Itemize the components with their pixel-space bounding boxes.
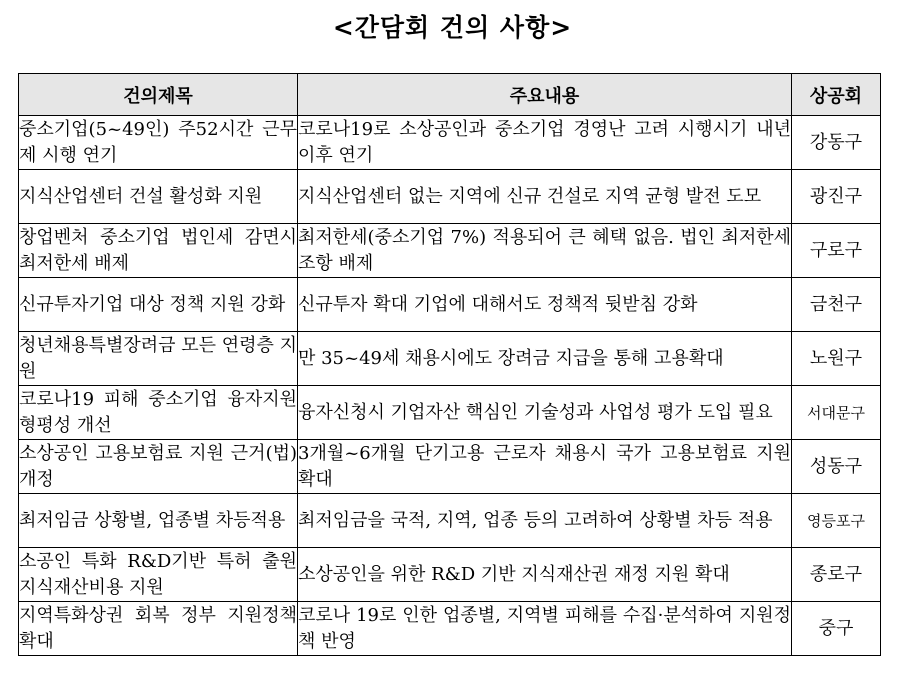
table-row	[19, 440, 881, 494]
table-row	[19, 116, 881, 170]
table-row	[19, 278, 881, 332]
row-chamber: 금천구	[792, 278, 881, 332]
header-chamber: 상공회	[792, 74, 881, 116]
row-chamber: 구로구	[792, 224, 881, 278]
row-content: 만 35~49세 채용시에도 장려금 지급을 통해 고용확대	[298, 332, 792, 386]
table-row	[19, 170, 881, 224]
row-chamber: 서대문구	[792, 386, 881, 440]
row-content: 최저한세(중소기업 7%) 적용되어 큰 혜택 없음. 법인 최저한세 조항 배제	[298, 224, 792, 278]
row-content: 신규투자 확대 기업에 대해서도 정책적 뒷받침 강화	[298, 278, 792, 332]
table-row	[19, 548, 881, 602]
row-content: 최저임금을 국적, 지역, 업종 등의 고려하여 상황별 차등 적용	[298, 494, 792, 548]
table-row	[19, 602, 881, 656]
row-chamber: 성동구	[792, 440, 881, 494]
row-chamber: 강동구	[792, 116, 881, 170]
row-content: 코로나19로 소상공인과 중소기업 경영난 고려 시행시기 내년 이후 연기	[298, 116, 792, 170]
row-subject: 신규투자기업 대상 정책 지원 강화	[19, 278, 298, 332]
proposals-table	[18, 73, 881, 656]
row-subject: 소상공인 고용보험료 지원 근거(법) 개정	[19, 440, 298, 494]
table-header-row	[19, 74, 881, 116]
row-subject: 지역특화상권 회복 정부 지원정책 확대	[19, 602, 298, 656]
row-content: 지식산업센터 없는 지역에 신규 건설로 지역 균형 발전 도모	[298, 170, 792, 224]
header-content: 주요내용	[298, 74, 792, 116]
table-row	[19, 332, 881, 386]
page-title: <간담회 건의 사항>	[332, 13, 573, 42]
row-chamber: 종로구	[792, 548, 881, 602]
header-subject: 건의제목	[19, 74, 298, 116]
table-row	[19, 224, 881, 278]
row-subject: 지식산업센터 건설 활성화 지원	[19, 170, 298, 224]
row-content: 3개월~6개월 단기고용 근로자 채용시 국가 고용보험료 지원 확대	[298, 440, 792, 494]
row-content: 코로나 19로 인한 업종별, 지역별 피해를 수집·분석하여 지원정책 반영	[298, 602, 792, 656]
row-subject: 코로나19 피해 중소기업 융자지원 형평성 개선	[19, 386, 298, 440]
row-chamber: 광진구	[792, 170, 881, 224]
row-chamber: 영등포구	[792, 494, 881, 548]
row-subject: 최저임금 상황별, 업종별 차등적용	[19, 494, 298, 548]
row-subject: 소공인 특화 R&D기반 특허 출원 지식재산비용 지원	[19, 548, 298, 602]
table-row	[19, 494, 881, 548]
row-chamber: 중구	[792, 602, 881, 656]
row-subject: 창업벤처 중소기업 법인세 감면시 최저한세 배제	[19, 224, 298, 278]
row-subject: 중소기업(5~49인) 주52시간 근무제 시행 연기	[19, 116, 298, 170]
row-content: 융자신청시 기업자산 핵심인 기술성과 사업성 평가 도입 필요	[298, 386, 792, 440]
row-chamber: 노원구	[792, 332, 881, 386]
table-row	[19, 386, 881, 440]
row-content: 소상공인을 위한 R&D 기반 지식재산권 재정 지원 확대	[298, 548, 792, 602]
row-subject: 청년채용특별장려금 모든 연령층 지원	[19, 332, 298, 386]
